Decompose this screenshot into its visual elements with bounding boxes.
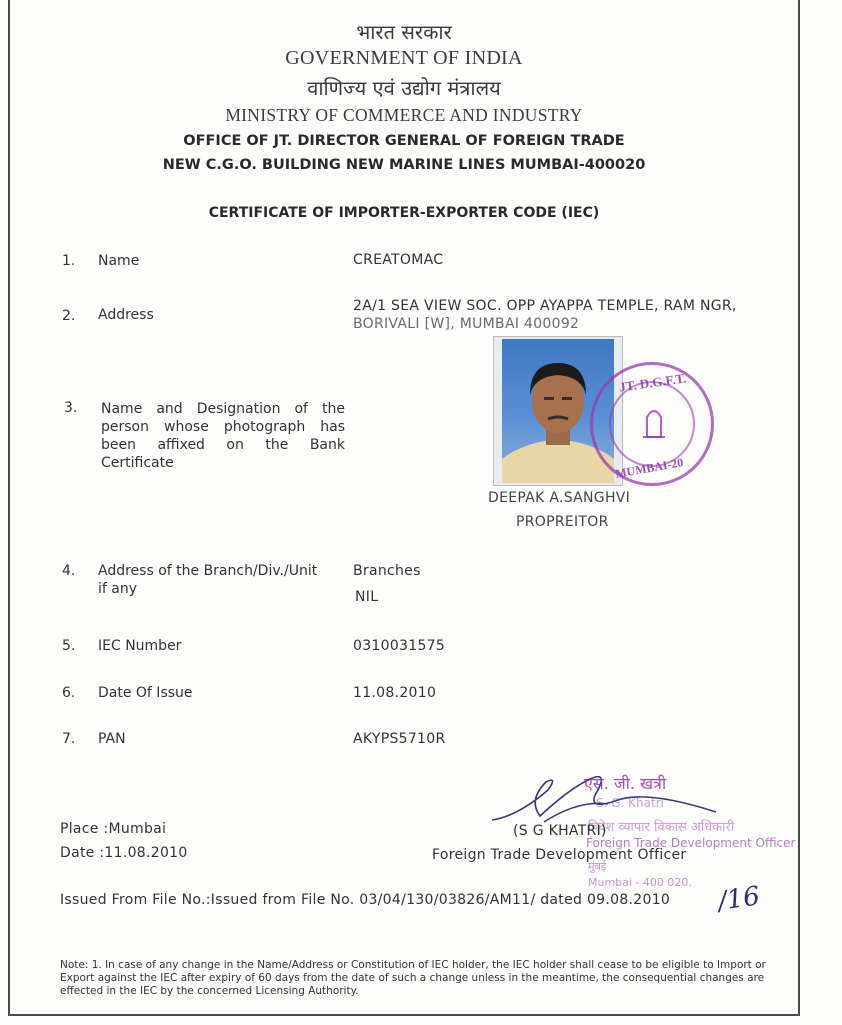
name-label: Name bbox=[98, 253, 140, 269]
item-number: 3. bbox=[64, 400, 78, 416]
label-line: person whose photograph has bbox=[101, 419, 345, 435]
signatory-stamp-hindi-title: विदेश व्यापार विकास अधिकारी bbox=[588, 820, 735, 835]
address-label: Address bbox=[98, 307, 154, 323]
stamp-top-text: JT. D.G.F.T. bbox=[618, 370, 688, 395]
office-address: NEW C.G.O. BUILDING NEW MARINE LINES MUMBAI-400020 bbox=[162, 157, 646, 173]
photo-person-label bbox=[101, 400, 345, 472]
iec-number-label: IEC Number bbox=[98, 638, 182, 654]
branch-value-nil: NIL bbox=[355, 589, 379, 605]
branch-label-line1: Address of the Branch/Div./Unit bbox=[98, 563, 318, 579]
date-of-issue-label: Date Of Issue bbox=[98, 685, 193, 701]
label-line: Name and Designation of the bbox=[101, 401, 345, 417]
item-number: 5. bbox=[62, 638, 76, 654]
photo-person-designation: PROPREITOR bbox=[516, 514, 609, 530]
signatory-name: (S G KHATRI) bbox=[513, 823, 607, 839]
photo-person-name: DEEPAK A.SANGHVI bbox=[488, 490, 631, 506]
item-number: 6. bbox=[62, 685, 76, 701]
iec-number-value: 0310031575 bbox=[353, 638, 446, 654]
branch-value: Branches bbox=[353, 563, 421, 579]
government-heading: GOVERNMENT OF INDIA bbox=[285, 47, 523, 69]
stamp-bottom-text: MUMBAI-20 bbox=[614, 455, 685, 481]
pan-value: AKYPS5710R bbox=[353, 731, 446, 747]
certificate-title: CERTIFICATE OF IMPORTER-EXPORTER CODE (IEC) bbox=[208, 205, 600, 221]
hindi-ministry-heading: वाणिज्य एवं उद्योग मंत्रालय bbox=[307, 76, 501, 100]
signatory-stamp-hindi-city: मुंबई bbox=[588, 860, 607, 873]
branch-label-line2: if any bbox=[98, 581, 138, 597]
label-line: Certificate bbox=[101, 455, 174, 471]
item-number: 1. bbox=[62, 253, 76, 269]
emblem-icon bbox=[637, 403, 671, 441]
pan-label: PAN bbox=[98, 731, 126, 747]
hindi-government-heading: भारत सरकार bbox=[356, 20, 452, 44]
office-heading: OFFICE OF JT. DIRECTOR GENERAL OF FOREIGN TRADE bbox=[183, 133, 625, 149]
signatory-stamp-name: S. G. Khatri bbox=[596, 796, 664, 810]
signatory-hindi-name: एस. जी. खत्री bbox=[584, 774, 667, 793]
name-value: CREATOMAC bbox=[353, 252, 444, 268]
handwritten-number: /16 bbox=[716, 881, 762, 917]
footnote: Note: 1. In case of any change in the Name/Address or Constitution of IEC holder, the IEC holder shall cease to be eligible to Import or Export against the IEC after expiry of 60 days from the date of such a change unless in the meantime, the consequential changes are effected in the IEC by the concerned Licensing Authority. bbox=[60, 959, 766, 997]
signatory-stamp-title: Foreign Trade Development Officer bbox=[586, 836, 796, 850]
issued-from-file: Issued From File No.:Issued from File No. 03/04/130/03826/AM11/ dated 09.08.2010 bbox=[60, 892, 671, 908]
item-number: 2. bbox=[62, 308, 76, 324]
label-line: been affixed on the Bank bbox=[101, 437, 345, 453]
date-text: Date :11.08.2010 bbox=[60, 845, 188, 861]
place-text: Place :Mumbai bbox=[60, 821, 167, 837]
signatory-title: Foreign Trade Development Officer bbox=[432, 847, 687, 863]
address-value-line1: 2A/1 SEA VIEW SOC. OPP AYAPPA TEMPLE, RAM NGR, bbox=[353, 298, 737, 314]
page-border bbox=[8, 0, 800, 1016]
address-value-line2: BORIVALI [W], MUMBAI 400092 bbox=[353, 316, 580, 332]
item-number: 7. bbox=[62, 731, 76, 747]
signatory-stamp-city: Mumbai - 400 020. bbox=[588, 876, 692, 889]
ministry-heading: MINISTRY OF COMMERCE AND INDUSTRY bbox=[225, 105, 583, 125]
date-of-issue-value: 11.08.2010 bbox=[353, 685, 437, 701]
item-number: 4. bbox=[62, 563, 76, 579]
dgft-stamp bbox=[590, 362, 714, 486]
